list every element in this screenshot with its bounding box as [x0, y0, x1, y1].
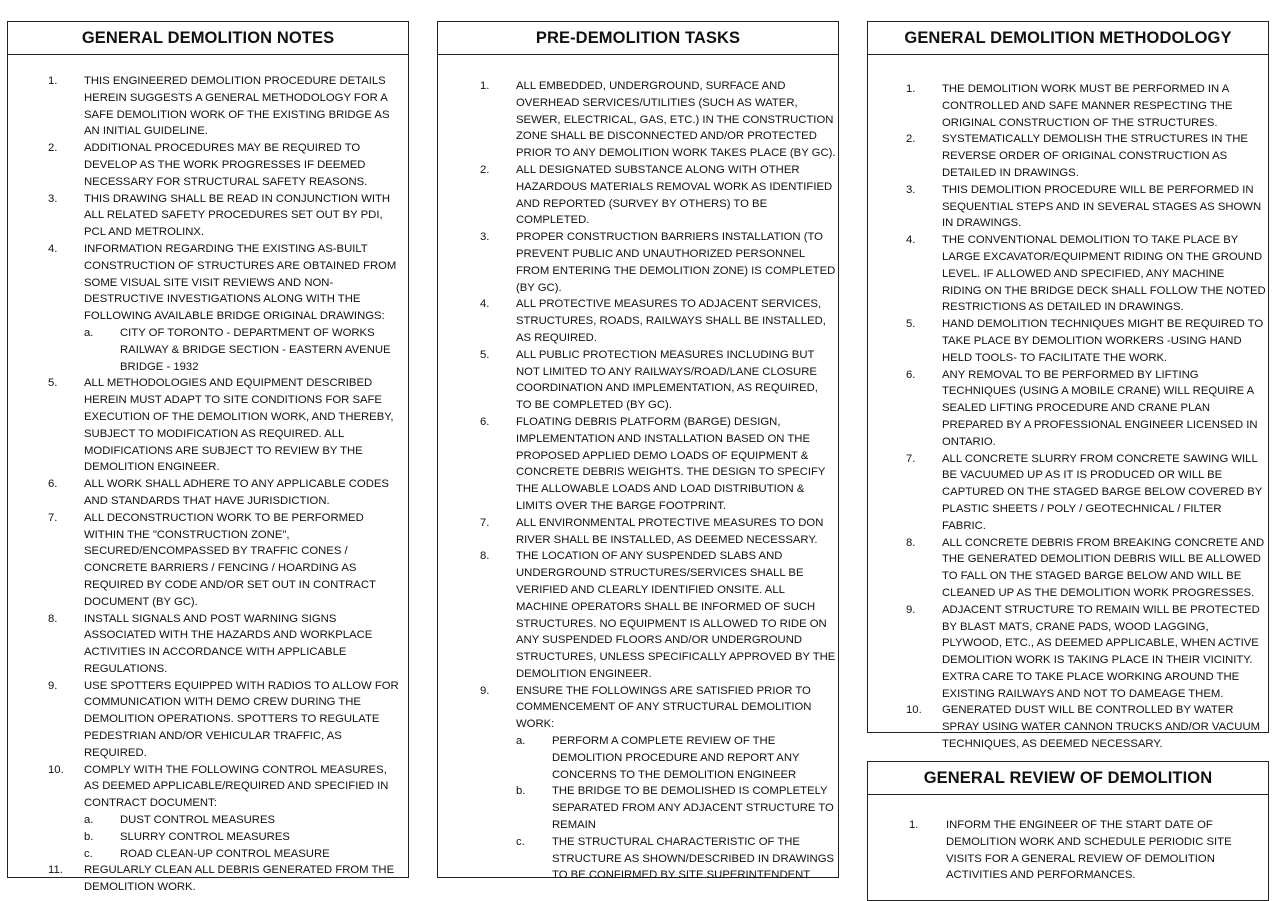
- note-number: 1.: [906, 83, 916, 95]
- note-number: 8.: [48, 612, 58, 625]
- note-item: [906, 367, 1266, 451]
- note-text: INSTALL SIGNALS AND POST WARNING SIGNS ASSOCIATED WITH THE HAZARDS AND WORKPLACE ACTIVITIES IN ACCORDANCE WITH APPLICABLE REGULATIONS.: [84, 612, 373, 675]
- notes-list: [909, 817, 1266, 884]
- note-item: [480, 296, 836, 346]
- note-text: ALL METHODOLOGIES AND EQUIPMENT DESCRIBED HEREIN MUST ADAPT TO SITE CONDITIONS FOR SAFE EXECUTION OF THE DEMOLITION WORK, AND THEREBY, SUBJECT TO MODIFICATION AS REQUIRED. ALL MODIFICATIONS ARE SUBJECT TO REVIEW BY THE DEMOLITION ENGINEER.: [84, 377, 394, 474]
- sub-letter: c.: [516, 835, 525, 848]
- note-number: 8.: [480, 550, 490, 563]
- note-text: INFORM THE ENGINEER OF THE START DATE OF DEMOLITION WORK AND SCHEDULE PERIODIC SITE VISITS FOR A GENERAL REVIEW OF DEMOLITION ACTIVITIES AND PERFORMANCES.: [946, 819, 1232, 882]
- panel-title: GENERAL DEMOLITION METHODOLOGY: [868, 22, 1268, 55]
- sub-item: [84, 846, 404, 863]
- note-number: 2.: [480, 163, 490, 176]
- sub-item: [516, 733, 836, 783]
- note-number: 2.: [906, 133, 916, 146]
- note-item: [480, 515, 836, 549]
- note-text: USE SPOTTERS EQUIPPED WITH RADIOS TO ALLOW FOR COMMUNICATION WITH DEMO CREW DURING THE DEMOLITION OPERATIONS. SPOTTERS TO REGULATE PEDESTRIAN AND/OR VEHICULAR TRAFFIC, AS REQUIRED.: [84, 679, 399, 759]
- note-text: REGULARLY CLEAN ALL DEBRIS GENERATED FROM THE DEMOLITION WORK.: [84, 864, 395, 894]
- note-item: [906, 182, 1266, 232]
- note-text: ALL PUBLIC PROTECTION MEASURES INCLUDING BUT NOT LIMITED TO ANY RAILWAYS/ROAD/LANE CLOSURE COORDINATION AND IMPLEMENTATION, AS REQUIRED, TO BE COMPLETED (BY GC).: [516, 348, 818, 412]
- note-number: 9.: [906, 603, 916, 616]
- panel-title: GENERAL REVIEW OF DEMOLITION: [868, 762, 1268, 795]
- note-text: ANY REMOVAL TO BE PERFORMED BY LIFTING TECHNIQUES (USING A MOBILE CRANE) WILL REQUIRE A SEALED LIFTING PROCEDURE AND CRANE PLAN PREPARED BY A PROFESSIONAL ENGINEER LICENSED IN ONTARIO.: [942, 368, 1258, 448]
- note-number: 6.: [480, 415, 490, 428]
- note-number: 3.: [48, 192, 58, 205]
- note-item: [480, 683, 836, 885]
- sub-letter: c.: [84, 847, 93, 860]
- note-number: 7.: [480, 516, 490, 529]
- note-text: THE CONVENTIONAL DEMOLITION TO TAKE PLACE BY LARGE EXCAVATOR/EQUIPMENT RIDING ON THE GROUND LEVEL. IF ALLOWED AND SPECIFIED, ANY MACHINE RIDING ON THE BRIDGE DECK SHALL FOLLOW THE NOTED RESTRICTIONS AS DETAILED IN DRAWINGS.: [942, 234, 1266, 314]
- note-item: [48, 73, 404, 140]
- note-number: 3.: [906, 183, 916, 196]
- notes-list: [480, 78, 836, 884]
- note-number: 5.: [48, 377, 58, 390]
- sub-text: PERFORM A COMPLETE REVIEW OF THE DEMOLITION PROCEDURE AND REPORT ANY CONCERNS TO THE DEMOLITION ENGINEER: [552, 735, 800, 781]
- notes-list: [48, 73, 404, 896]
- note-text: ENSURE THE FOLLOWINGS ARE SATISFIED PRIOR TO COMMENCEMENT OF ANY STRUCTURAL DEMOLITION WORK:: [516, 684, 812, 731]
- note-number: 6.: [906, 368, 916, 381]
- sub-text: CITY OF TORONTO - DEPARTMENT OF WORKS RAILWAY & BRIDGE SECTION - EASTERN AVENUE BRIDGE - 1932: [120, 326, 391, 373]
- note-item: [48, 375, 404, 476]
- note-text: FLOATING DEBRIS PLATFORM (BARGE) DESIGN, IMPLEMENTATION AND INSTALLATION BASED ON THE PROPOSED APPLIED DEMO LOADS OF EQUIPMENT & CONCRETE DEBRIS WEIGHTS. THE DESIGN TO SPECIFY THE ALLOWABLE LOADS AND LOAD DISTRIBUTION & LIMITS OVER THE BARGE FOOTPRINT.: [516, 415, 826, 512]
- sub-item: [516, 783, 836, 833]
- note-text: ALL DECONSTRUCTION WORK TO BE PERFORMED WITHIN THE "CONSTRUCTION ZONE", SECURED/ENCOMPASSED BY TRAFFIC CONES / CONCRETE BARRIERS / FENCING / HOARDING AS REQUIRED BY CODE AND/OR SET OUT IN CONTRACT DOCUMENT (BY GC).: [84, 511, 376, 608]
- note-item: [906, 316, 1266, 366]
- note-text: THE DEMOLITION WORK MUST BE PERFORMED IN A CONTROLLED AND SAFE MANNER RESPECTING THE ORIGINAL CONSTRUCTION OF THE STRUCTURES.: [942, 83, 1233, 129]
- sub-letter: a.: [84, 326, 94, 339]
- note-item: [48, 678, 404, 762]
- note-text: ADJACENT STRUCTURE TO REMAIN WILL BE PROTECTED BY BLAST MATS, CRANE PADS, WOOD LAGGING, PLYWOOD, ETC., AS DEEMED APPLICABLE, WHEN ACTIVE DEMOLITION WORK IS TAKING PLACE IN THEIR VICINITY. EXTRA CARE TO TAKE PLACE WORKING AROUND THE EXISTING RAILWAYS AND NOT TO DAMEAGE THEM.: [942, 603, 1260, 700]
- general-review-of-demolition-panel: [867, 761, 1269, 901]
- note-item: [906, 702, 1266, 752]
- sub-text: THE BRIDGE TO BE DEMOLISHED IS COMPLETELY SEPARATED FROM ANY ADJACENT STRUCTURE TO REMAIN: [552, 785, 834, 832]
- sub-text: SLURRY CONTROL MEASURES: [120, 830, 290, 843]
- note-number: 9.: [480, 684, 490, 697]
- note-text: INFORMATION REGARDING THE EXISTING AS-BUILT CONSTRUCTION OF STRUCTURES ARE OBTAINED FROM SOME VISUAL SITE VISIT REVIEWS AND NON-DESTRUCTIVE INVESTIGATIONS ALONG WITH THE FOLLOWING AVAILABLE BRIDGE ORIGINAL DRAWINGS:: [84, 242, 397, 323]
- sub-text: ROAD CLEAN-UP CONTROL MEASURE: [120, 847, 330, 860]
- note-item: [480, 414, 836, 515]
- note-item: [48, 510, 404, 611]
- note-number: 1.: [480, 80, 490, 92]
- sub-item: [84, 325, 404, 375]
- sub-text: THE STRUCTURAL CHARACTERISTIC OF THE STRUCTURE AS SHOWN/DESCRIBED IN DRAWINGS TO BE CONFIRMED BY SITE SUPERINTENDENT: [552, 835, 835, 882]
- note-item: [48, 140, 404, 190]
- panel-title: PRE-DEMOLITION TASKS: [438, 22, 838, 55]
- notes-list: [906, 81, 1266, 753]
- note-item: [480, 162, 836, 229]
- note-item: [906, 81, 1266, 131]
- note-number: 1.: [48, 75, 58, 87]
- note-number: 5.: [480, 348, 490, 361]
- pre-demolition-tasks-panel: [437, 21, 839, 882]
- note-number: 5.: [906, 318, 916, 331]
- note-number: 7.: [48, 511, 58, 524]
- note-text: ALL DESIGNATED SUBSTANCE ALONG WITH OTHER HAZARDOUS MATERIALS REMOVAL WORK AS IDENTIFIED AND REPORTED (SURVEY BY OTHERS) TO BE COMPLETED.: [516, 163, 833, 227]
- note-text: ALL PROTECTIVE MEASURES TO ADJACENT SERVICES, STRUCTURES, ROADS, RAILWAYS SHALL BE INSTALLED, AS REQUIRED.: [516, 298, 826, 344]
- note-number: 8.: [906, 536, 916, 549]
- note-text: ADDITIONAL PROCEDURES MAY BE REQUIRED TO DEVELOP AS THE WORK PROGRESSES IF DEEMED NECESSARY FOR STRUCTURAL SAFETY REASONS.: [84, 142, 368, 188]
- general-demolition-notes-panel: [7, 21, 409, 894]
- note-item: [906, 451, 1266, 535]
- note-item: [906, 535, 1266, 602]
- note-number: 1.: [909, 819, 919, 831]
- sub-letter: a.: [516, 735, 526, 748]
- note-number: 4.: [480, 298, 490, 311]
- note-text: COMPLY WITH THE FOLLOWING CONTROL MEASURES, AS DEEMED APPLICABLE/REQUIRED AND SPECIFIED IN CONTRACT DOCUMENT:: [84, 763, 389, 810]
- sub-letter: b.: [516, 785, 526, 798]
- note-number: 2.: [48, 142, 58, 155]
- note-text: HAND DEMOLITION TECHNIQUES MIGHT BE REQUIRED TO TAKE PLACE BY DEMOLITION WORKERS -USING HAND HELD TOOLS- TO FACILITATE THE WORK.: [942, 318, 1264, 364]
- note-text: ALL EMBEDDED, UNDERGROUND, SURFACE AND OVERHEAD SERVICES/UTILITIES (SUCH AS WATER, SEWER, ELECTRICAL, GAS, ETC.) IN THE CONSTRUCTION ZONE SHALL BE DISCONNECTED AND/OR PROTECTED PRIOR TO ANY DEMOLITION WORK TAKES PLACE (BY GC).: [516, 80, 836, 160]
- general-demolition-methodology-panel: [867, 21, 1269, 751]
- note-item: [48, 476, 404, 510]
- note-text: GENERATED DUST WILL BE CONTROLLED BY WATER SPRAY USING WATER CANNON TRUCKS AND/OR VACUUM TECHNIQUES, AS DEEMED NECESSARY.: [942, 704, 1261, 751]
- note-number: 10.: [48, 763, 64, 776]
- note-item: [480, 347, 836, 414]
- panel-body: [868, 55, 1268, 753]
- note-item: [48, 762, 404, 863]
- note-text: PROPER CONSTRUCTION BARRIERS INSTALLATION (TO PREVENT PUBLIC AND UNAUTHORIZED PERSONNEL FROM ENTERING THE DEMOLITION ZONE) IS COMPLETED (BY GC).: [516, 231, 836, 294]
- note-number: 10.: [906, 704, 922, 717]
- note-text: THIS DRAWING SHALL BE READ IN CONJUNCTION WITH ALL RELATED SAFETY PROCEDURES SET OUT BY PDI, PCL AND METROLINX.: [84, 192, 391, 239]
- sub-item: [84, 829, 404, 846]
- note-item: [909, 817, 1266, 884]
- sub-list: [84, 325, 404, 375]
- note-item: [48, 191, 404, 241]
- note-text: ALL CONCRETE SLURRY FROM CONCRETE SAWING WILL BE VACUUMED UP AS IT IS PRODUCED OR WILL BE CAPTURED ON THE STAGED BARGE BELOW COVERED BY PLASTIC SHEETS / POLY / GEOTECHNICAL / FILTER FABRIC.: [942, 452, 1263, 532]
- note-item: [480, 229, 836, 296]
- note-number: 4.: [906, 234, 916, 247]
- panel-body: [8, 55, 408, 896]
- note-number: 9.: [48, 679, 58, 692]
- panel-body: [438, 55, 838, 884]
- note-item: [480, 548, 836, 682]
- panel-title: GENERAL DEMOLITION NOTES: [8, 22, 408, 55]
- note-number: 11.: [48, 864, 63, 877]
- sub-text: DUST CONTROL MEASURES: [120, 814, 276, 827]
- note-text: ALL CONCRETE DEBRIS FROM BREAKING CONCRETE AND THE GENERATED DEMOLITION DEBRIS WILL BE ALLOWED TO FALL ON THE STAGED BARGE BELOW AND WILL BE CLEANED UP AS THE DEMOLITION WORK PROGRESSES.: [942, 536, 1265, 599]
- note-text: ALL WORK SHALL ADHERE TO ANY APPLICABLE CODES AND STANDARDS THAT HAVE JURISDICTION.: [84, 478, 389, 507]
- note-item: [48, 611, 404, 678]
- note-number: 7.: [906, 452, 916, 465]
- note-item: [48, 241, 404, 375]
- note-number: 6.: [48, 478, 58, 491]
- sub-list: [516, 733, 836, 884]
- note-item: [906, 602, 1266, 703]
- note-text: THE LOCATION OF ANY SUSPENDED SLABS AND UNDERGROUND STRUCTURES/SERVICES SHALL BE VERIFIED AND CLEARLY IDENTIFIED ONSITE. ALL MACHINE OPERATORS SHALL BE INFORMED OF SUCH STRUCTURES. NO EQUIPMENT IS ALLOWED TO RIDE ON ANY SUSPENDED FLOORS AND/OR UNDERGROUND STRUCTURES, UNLESS SPECIFICALLY APPROVED BY THE DEMOLITION ENGINEER.: [516, 550, 836, 680]
- note-item: [906, 232, 1266, 316]
- note-text: THIS DEMOLITION PROCEDURE WILL BE PERFORMED IN SEQUENTIAL STEPS AND IN SEVERAL STAGES AS SHOWN IN DRAWINGS.: [942, 183, 1262, 230]
- sub-item: [516, 834, 836, 884]
- note-text: ALL ENVIRONMENTAL PROTECTIVE MEASURES TO DON RIVER SHALL BE INSTALLED, AS DEEMED NECESSARY.: [516, 516, 824, 546]
- note-number: 3.: [480, 231, 490, 244]
- note-item: [480, 78, 836, 162]
- note-number: 4.: [48, 242, 58, 255]
- note-text: SYSTEMATICALLY DEMOLISH THE STRUCTURES IN THE REVERSE ORDER OF ORIGINAL CONSTRUCTION AS DETAILED IN DRAWINGS.: [942, 133, 1248, 179]
- note-item: [906, 131, 1266, 181]
- sub-list: [84, 812, 404, 862]
- note-item: [48, 862, 404, 896]
- panel-body: [868, 795, 1268, 884]
- sub-letter: b.: [84, 830, 94, 843]
- note-text: THIS ENGINEERED DEMOLITION PROCEDURE DETAILS HEREIN SUGGESTS A GENERAL METHODOLOGY FOR A SAFE DEMOLITION WORK OF THE EXISTING BRIDGE AS AN INITIAL GUIDELINE.: [84, 75, 390, 138]
- sub-item: [84, 812, 404, 829]
- sub-letter: a.: [84, 814, 94, 827]
